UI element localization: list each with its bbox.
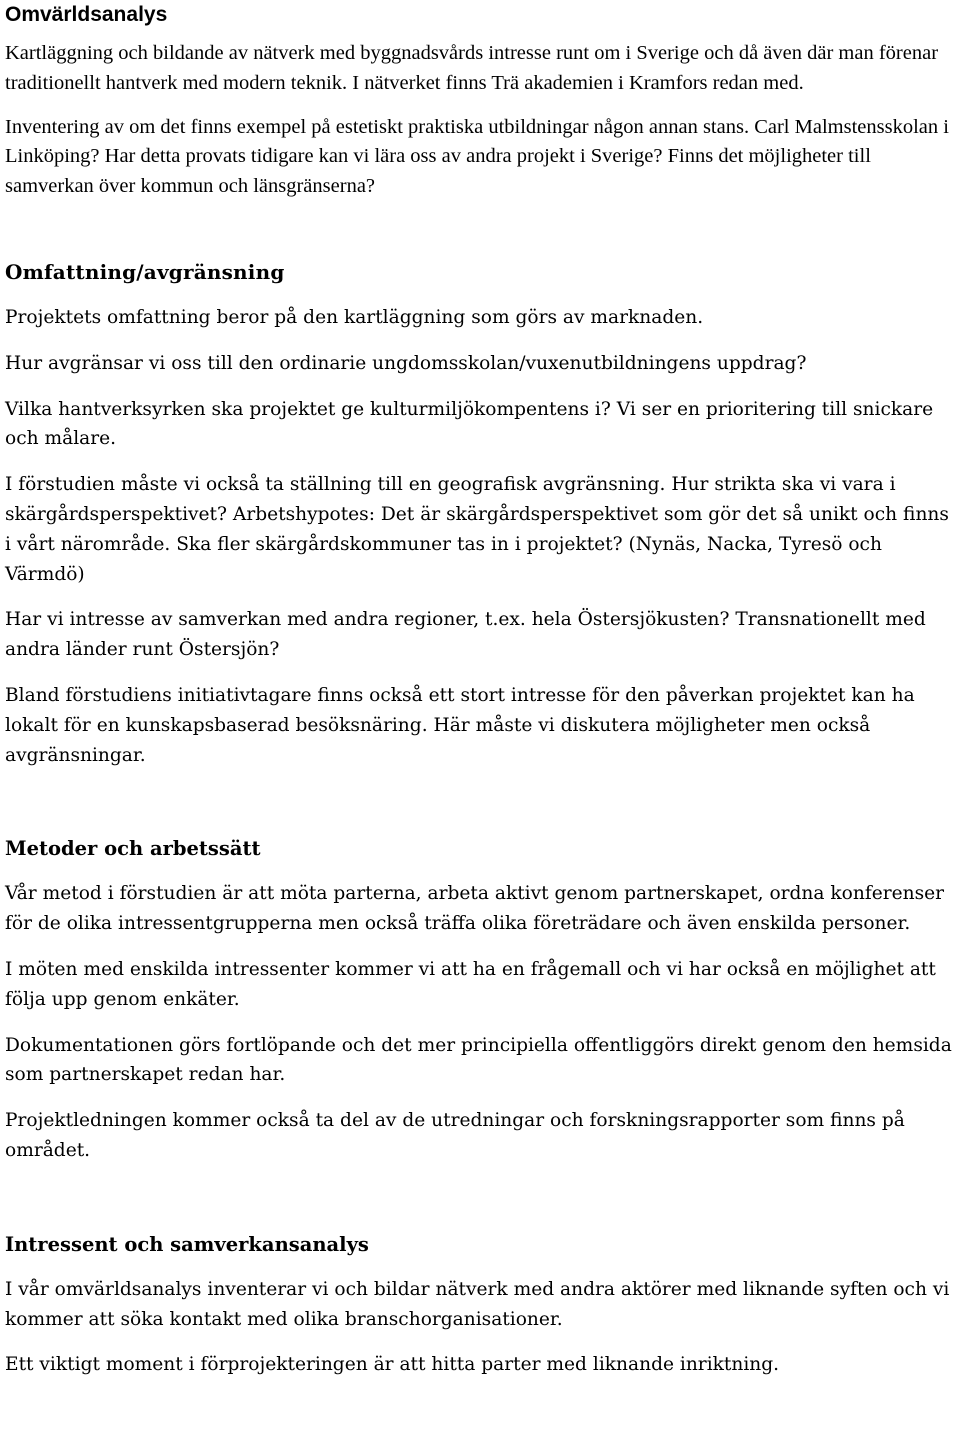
paragraph: Projektets omfattning beror på den kartläggning som görs av marknaden.	[5, 306, 704, 328]
section-heading: Omvärldsanalys	[5, 3, 168, 26]
paragraph: I vår omvärldsanalys inventerar vi och bildar nätverk med andra aktörer med liknande syften och vi kommer att söka kontakt med olika branschorganisationer.	[5, 1278, 950, 1330]
paragraph: Ett viktigt moment i förprojekteringen är att hitta parter med liknande inriktning.	[5, 1354, 780, 1376]
section-heading: Metoder och arbetssätt	[5, 837, 261, 861]
section-metoder-och-arbetssatt	[5, 834, 960, 1165]
section-omfattning-avgransning	[5, 258, 960, 770]
paragraph: I förstudien måste vi också ta ställning till en geografisk avgränsning. Hur strikta ska vi vara i skärgårdsperspektivet? Arbetshypotes: Det är skärgårdsperspektivet som gör det så unikt och finns i vårt närområde. Ska fler skärgårdskommuner tas in i projektet? (Nynäs, Nacka, Tyresö och Värmdö)	[5, 474, 949, 585]
paragraph: Projektledningen kommer också ta del av de utredningar och forskningsrapporter som finns på området.	[5, 1110, 905, 1161]
paragraph: Kartläggning och bildande av nätverk med byggnadsvårds intresse runt om i Sverige och då även där man förenar traditionellt hantverk med modern teknik. I nätverket finns Trä akademien i Kramfors redan med.	[5, 42, 939, 94]
paragraph: Bland förstudiens initiativtagare finns också ett stort intresse för den påverkan projektet kan ha lokalt för en kunskapsbaserad besöksnäring. Här måste vi diskutera möjligheter men också avgränsningar.	[5, 684, 915, 766]
paragraph: Hur avgränsar vi oss till den ordinarie ungdomsskolan/vuxenutbildningens uppdrag?	[5, 352, 807, 374]
paragraph: Dokumentationen görs fortlöpande och det mer principiella offentliggörs direkt genom den hemsida som partnerskapet redan har.	[5, 1034, 952, 1086]
paragraph: Har vi intresse av samverkan med andra regioner, t.ex. hela Östersjökusten? Transnationellt med andra länder runt Östersjön?	[5, 609, 926, 661]
paragraph: Inventering av om det finns exempel på estetiskt praktiska utbildningar någon annan stans. Carl Malmstensskolan i Linköping? Har detta provats tidigare kan vi lära oss av andra projekt i Sverige? Finns det möjligheter till samverkan över kommun och länsgränserna?	[5, 115, 949, 198]
section-heading: Intressent och samverkansanalys	[5, 1232, 369, 1256]
section-intressent-och-samverkansanalys	[5, 1230, 960, 1380]
paragraph: Vilka hantverksyrken ska projektet ge kulturmiljökompentens i? Vi ser en prioritering till snickare och målare.	[5, 398, 934, 450]
paragraph: Vår metod i förstudien är att möta parterna, arbeta aktivt genom partnerskapet, ordna konferenser för de olika intressentgrupperna men också träffa olika företrädare och även enskilda personer.	[5, 883, 945, 935]
section-heading: Omfattning/avgränsning	[5, 259, 285, 284]
paragraph: I möten med enskilda intressenter kommer vi att ha en frågemall och vi har också en möjlighet att följa upp genom enkäter.	[5, 958, 936, 1010]
section-omvarldsanalys	[5, 0, 960, 202]
